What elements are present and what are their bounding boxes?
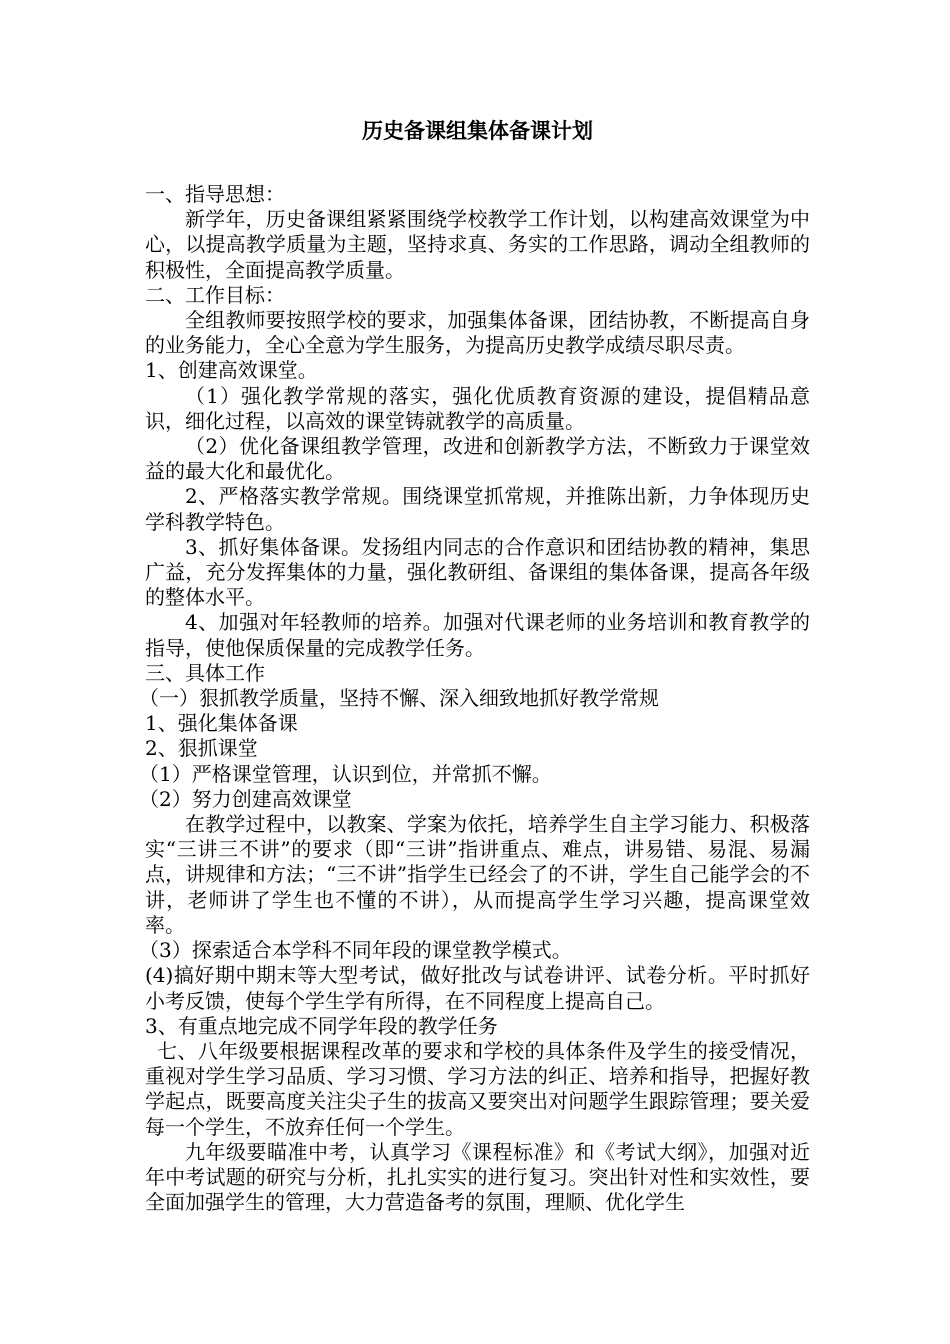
subitem-exams: (4)搞好期中期末等大型考试，做好批改与试卷讲评、试卷分析。平时抓好小考反馈，使每个学生学有所得，在不同程度上提高自己。 bbox=[145, 963, 810, 1013]
subitem-classroom-management: （1）严格课堂管理，认识到位，并常抓不懈。 bbox=[139, 761, 552, 786]
paragraph-work-goals: 全组教师要按照学校的要求，加强集体备课，团结协教，不断提高自身的业务能力，全心全意为学生服务，为提高历史教学成绩尽职尽责。 bbox=[145, 308, 810, 358]
subitem-teaching-model: （3）探索适合本学科不同年段的课堂教学模式。 bbox=[139, 938, 572, 963]
document-page bbox=[139, 118, 810, 1215]
paragraph-grade-7-8: 七、八年级要根据课程改革的要求和学校的具体条件及学生的接受情况，重视对学生学习品质、学习习惯、学习方法的纠正、培养和指导，把握好教学起点，既要高度关注尖子生的拔高又要突出对问题学生跟踪管理；要关爱每一个学生，不放弃任何一个学生。 bbox=[145, 1038, 810, 1139]
item-create-efficient-classroom: 1、创建高效课堂。 bbox=[145, 358, 318, 383]
item-classroom-focus: 2、狠抓课堂 bbox=[145, 736, 258, 761]
item-young-teachers: 4、加强对年轻教师的培养。加强对代课老师的业务培训和教育教学的指导，使他保质保量的完成教学任务。 bbox=[145, 610, 810, 660]
subitem-1: （1）强化教学常规的落实，强化优质教育资源的建设，提倡精品意识，细化过程，以高效的课堂铸就教学的高质量。 bbox=[145, 383, 810, 433]
subitem-efficient-classroom: （2）努力创建高效课堂 bbox=[139, 786, 352, 811]
item-teaching-routine: 2、严格落实教学常规。围绕课堂抓常规，并推陈出新，力争体现历史学科教学特色。 bbox=[145, 484, 810, 534]
section-heading-work-goals: 二、工作目标： bbox=[145, 282, 285, 307]
item-grade-tasks: 3、有重点地完成不同学年段的教学任务 bbox=[145, 1013, 498, 1038]
item-strengthen-prep: 1、强化集体备课 bbox=[145, 711, 298, 736]
paragraph-teaching-process: 在教学过程中，以教案、学案为依托，培养学生自主学习能力、积极落实“三讲三不讲”的要求（即“三讲”指讲重点、难点，讲易错、易混、易漏点，讲规律和方法；“三不讲”指学生已经会了的不讲，学生自己能学会的不讲，老师讲了学生也不懂的不讲），从而提高学生学习兴趣，提高课堂效率。 bbox=[145, 812, 810, 937]
paragraph-guiding-thought: 新学年，历史备课组紧紧围绕学校教学工作计划，以构建高效课堂为中心，以提高教学质量为主题，坚持求真、务实的工作思路，调动全组教师的积极性，全面提高教学质量。 bbox=[145, 207, 810, 282]
subsection-teaching-quality: （一）狠抓教学质量，坚持不懈、深入细致地抓好教学常规 bbox=[139, 686, 659, 711]
document-title: 历史备课组集体备课计划 bbox=[362, 118, 593, 143]
section-heading-specific-work: 三、具体工作 bbox=[145, 660, 265, 685]
paragraph-grade-9: 九年级要瞄准中考，认真学习《课程标准》和《考试大纲》，加强对近年中考试题的研究与分析，扎扎实实的进行复习。突出针对性和实效性，要全面加强学生的管理，大力营造备考的氛围，理顺、优化学生 bbox=[145, 1139, 810, 1215]
item-collective-prep: 3、抓好集体备课。发扬组内同志的合作意识和团结协教的精神，集思广益，充分发挥集体的力量，强化教研组、备课组的集体备课，提高各年级的整体水平。 bbox=[145, 534, 810, 610]
section-heading-guiding-thought: 一、指导思想： bbox=[145, 182, 285, 206]
subitem-2: （2）优化备课组教学管理，改进和创新教学方法，不断致力于课堂效益的最大化和最优化。 bbox=[145, 434, 810, 484]
